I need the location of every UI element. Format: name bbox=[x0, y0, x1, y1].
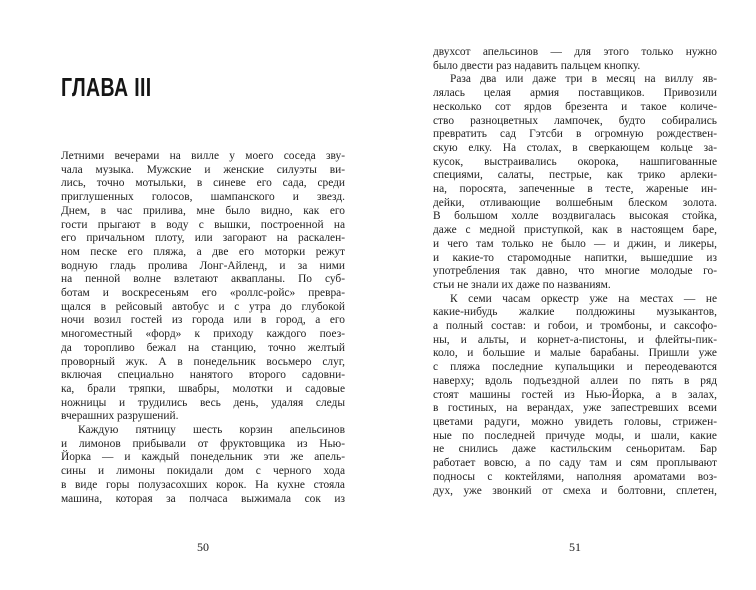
text-line: было двести раз надавить пальцем кнопку. bbox=[433, 59, 641, 72]
right-page-body bbox=[433, 46, 717, 498]
text-line: специями, салаты, пестрые, как трико арлеки- bbox=[433, 169, 717, 182]
text-line: машина, которая за полчаса выжимала сок из bbox=[61, 492, 345, 505]
text-line: превратить сад Гэтсби в огромную рождествен- bbox=[433, 128, 717, 141]
text-line: приглушенных голосов, шампанского и звезд. bbox=[61, 191, 345, 204]
chapter-heading: ГЛАВА III bbox=[61, 72, 152, 102]
text-line: на, поросята, запеченные в тесте, жареные ин- bbox=[433, 183, 717, 196]
text-line: с пляжа последние купальщики и переодеваются bbox=[433, 361, 717, 374]
text-line: лись, точно мотыльки, в синеве его сада, среди bbox=[61, 177, 345, 190]
text-line: коло, и большие и малые барабаны. Пришли уже bbox=[433, 347, 717, 360]
text-line: гости прыгают в воду с вышки, построенной на bbox=[61, 218, 345, 231]
text-line: вчерашних разрушений. bbox=[61, 410, 179, 423]
text-line: ка, брали тряпки, швабры, молотки и садовые bbox=[61, 382, 345, 395]
text-line: скую елку. На столах, в сверкающем кольце за- bbox=[433, 141, 717, 154]
text-line: Летними вечерами на вилле у моего соседа зву- bbox=[61, 150, 345, 162]
text-line: употребления так давно, что многие молодые го- bbox=[433, 265, 717, 278]
text-line: цветами радуги, можно увидеть головы, стрижен- bbox=[433, 415, 717, 428]
text-line: стьи не знали их даже по названиям. bbox=[433, 278, 611, 291]
text-line: ножницы и трудились весь день, удаляя следы bbox=[61, 396, 345, 409]
text-line: да торопливо бежал на станцию, точно желтый bbox=[61, 341, 345, 354]
text-line: ство разноцветных лампочек, будто собирались bbox=[433, 114, 717, 127]
text-line: Раза два или даже три в месяц на виллу яв- bbox=[450, 73, 717, 86]
text-line: кусок, выстраивались окорока, нашпигованные bbox=[433, 155, 717, 168]
text-line: подносы с коктейлями, наполняя ароматами воз- bbox=[433, 470, 717, 483]
text-line: ночи возил гостей из города или в город, а его bbox=[61, 314, 345, 327]
text-line: двухсот апельсинов — для этого только нужно bbox=[433, 46, 717, 58]
text-line: щался в рейсовый автобус и с утра до глубокой bbox=[61, 300, 345, 313]
text-line: работает вовсю, а по саду там и сям проплывают bbox=[433, 457, 717, 470]
left-page-body bbox=[61, 150, 345, 506]
text-line: лялась целая армия поставщиков. Привозили bbox=[433, 87, 717, 100]
text-line: на пенной волне взлетают аквапланы. По суб- bbox=[61, 273, 345, 286]
text-line: несколько сот ярдов брезента и такое количе- bbox=[433, 100, 717, 113]
text-line: наверху; вдоль подъездной аллеи по пять в ряд bbox=[433, 374, 717, 387]
text-line: какие-нибудь жалкие полдюжины музыкантов, bbox=[433, 306, 717, 319]
text-line: дейки, отливающие волшебным блеском золота. bbox=[433, 196, 717, 209]
text-line: Йорка — и каждый понедельник эти же апель- bbox=[61, 451, 345, 464]
right-page bbox=[433, 0, 717, 590]
text-line: ном песке его пляжа, а две его моторки режут bbox=[61, 245, 345, 258]
text-line: в виде горы полузасохших корок. На кухне стояла bbox=[61, 478, 345, 491]
text-line: К семи часам оркестр уже на местах — не bbox=[450, 292, 717, 305]
text-line: в гостиных, на верандах, уже запестревших всеми bbox=[433, 402, 717, 415]
text-line: чала музыка. Мужские и женские силуэты ви- bbox=[61, 163, 345, 176]
text-line: не снились даже кастильским сеньоритам. Бар bbox=[433, 443, 717, 456]
text-line: стоят машины гостей из Нью-Йорка, а в залах, bbox=[433, 388, 717, 401]
text-line: многоместный «форд» к приходу каждого поез- bbox=[61, 328, 345, 341]
text-line: Каждую пятницу шесть корзин апельсинов bbox=[78, 424, 345, 437]
text-line: водную гладь пролива Лонг-Айленд, и за ними bbox=[61, 259, 345, 272]
left-page-number: 50 bbox=[197, 540, 209, 554]
text-line: его причальном плоту, или загорают на раскален- bbox=[61, 232, 345, 245]
left-page bbox=[61, 0, 345, 590]
text-line: сины и лимоны покидали дом с черного хода bbox=[61, 465, 345, 478]
text-line: В большом холле воздвигалась высокая стойка, bbox=[433, 210, 717, 223]
text-line: Днем, в час прилива, мне было видно, как его bbox=[61, 204, 345, 217]
text-line: ны, и альты, и корнет-а-пистоны, и флейты-пик- bbox=[433, 333, 717, 346]
right-page-number: 51 bbox=[569, 540, 581, 554]
text-line: ботам и воскресеньям его «роллс-ройс» превра- bbox=[61, 287, 345, 300]
text-line: и лимонов прибывали от фруктовщика из Нью- bbox=[61, 437, 345, 450]
text-line: даже с медной приступкой, как в настоящем баре, bbox=[433, 224, 717, 237]
text-line: и чего там только не было — и джин, и ликеры, bbox=[433, 237, 717, 250]
text-line: а полный состав: и гобои, и тромбоны, и саксофо- bbox=[433, 320, 717, 333]
text-line: проворный жук. А в понедельник восьмеро слуг, bbox=[61, 355, 345, 368]
text-line: включая специально нанятого второго садовни- bbox=[61, 369, 345, 382]
text-line: ные по последней причуде моды, и шали, какие bbox=[433, 429, 717, 442]
text-line: дух, уже звонкий от смеха и болтовни, сплетен, bbox=[433, 484, 717, 497]
text-line: и какие-то старомодные напитки, вышедшие из bbox=[433, 251, 717, 264]
